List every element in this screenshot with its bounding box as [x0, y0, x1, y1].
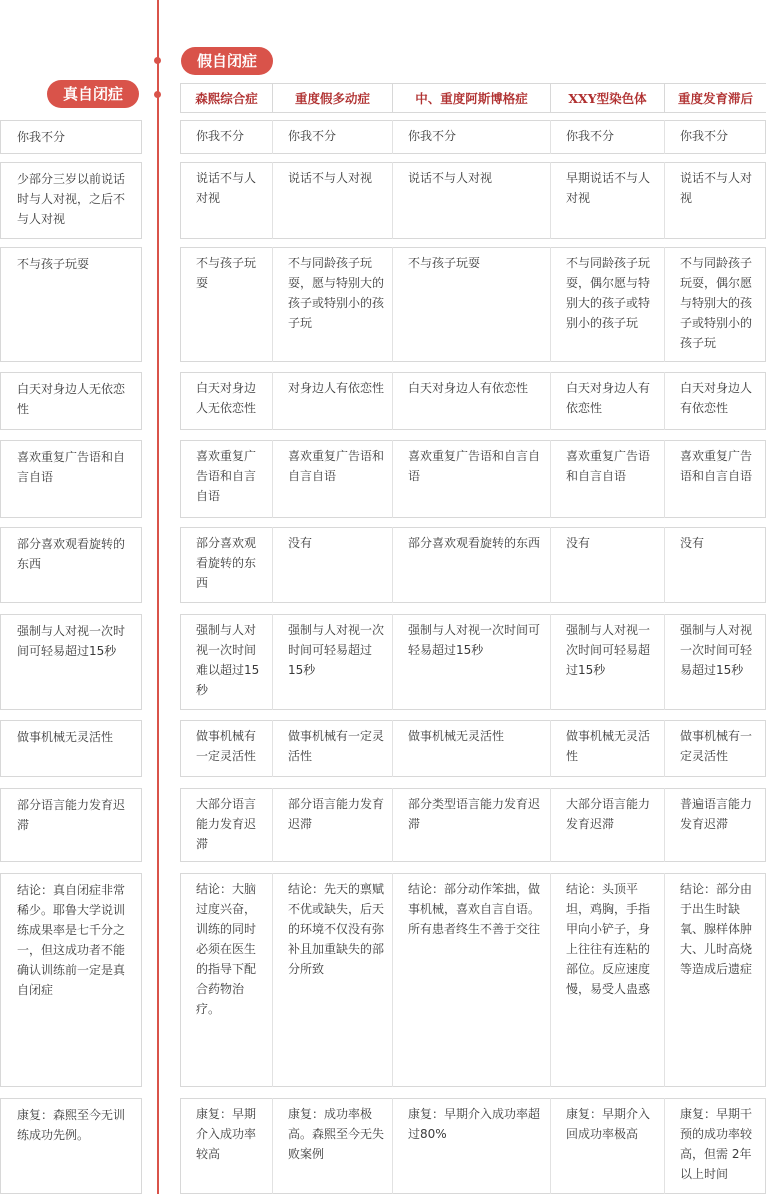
- condition-trait-cell: 大部分语言能力发育迟滞: [566, 797, 651, 831]
- condition-trait-cell: 强制与人对视一次时间难以超过15秒: [196, 623, 260, 697]
- autism-trait-cell: 康复：森熙至今无训练成功先例。: [0, 1098, 142, 1194]
- condition-trait-cell: 结论：头顶平坦，鸡胸，手指甲向小铲子，身上往往有连粘的部位。反应速度慢，易受人蛊惑: [566, 882, 651, 996]
- condition-trait-cell: 部分喜欢观看旋转的东西: [408, 536, 541, 550]
- condition-trait-cell: 康复：成功率极高。森熙至今无失败案例: [288, 1107, 385, 1161]
- condition-trait-cell: 你我不分: [288, 129, 337, 143]
- condition-trait-cell: 你我不分: [680, 129, 729, 143]
- condition-trait-cell: 你我不分: [196, 129, 245, 143]
- column-header: 重度假多动症: [272, 83, 392, 113]
- condition-trait-cell: 做事机械有一定灵活性: [680, 729, 753, 763]
- autism-trait-cell: 部分语言能力发育迟滞: [0, 788, 142, 862]
- condition-trait-cell: 说话不与人对视: [408, 171, 493, 185]
- condition-trait-cell: 结论：部分由于出生时缺氧、腺样体肿大、儿时高烧等造成后遗症: [680, 882, 753, 976]
- right-category-label: 假自闭症: [181, 47, 273, 75]
- condition-trait-cell: 喜欢重复广告语和自言自语: [566, 449, 651, 483]
- column-header: XXY型染色体: [550, 83, 664, 113]
- condition-trait-cell: 说话不与人对视: [196, 171, 257, 205]
- condition-trait-cell: 不与同龄孩子玩耍，偶尔愿与特别大的孩子或特别小的孩子玩: [566, 256, 651, 330]
- condition-trait-cell: 早期说话不与人对视: [566, 171, 651, 205]
- condition-trait-cell: 不与孩子玩耍: [196, 256, 257, 290]
- condition-trait-cell: 结论：部分动作笨拙，做事机械，喜欢自言自语。所有患者终生不善于交往: [408, 882, 541, 936]
- condition-trait-cell: 你我不分: [408, 129, 457, 143]
- condition-trait-cell: 强制与人对视一次时间可轻易超过15秒: [408, 623, 541, 657]
- condition-trait-cell: 不与同龄孩子玩耍，愿与特别大的孩子或特别小的孩子玩: [288, 256, 385, 330]
- column-header: 中、重度阿斯博格症: [392, 83, 550, 113]
- condition-trait-cell: 没有: [680, 536, 705, 550]
- left-category-label: 真自闭症: [47, 80, 139, 108]
- condition-trait-cell: 结论：先天的禀赋不优或缺失，后天的环境不仅没有弥补且加重缺失的部分所致: [288, 882, 385, 976]
- autism-trait-cell: 喜欢重复广告语和自言自语: [0, 440, 142, 518]
- condition-trait-cell: 部分喜欢观看旋转的东西: [196, 536, 257, 590]
- condition-trait-cell: 不与同龄孩子玩耍，偶尔愿与特别大的孩子或特别小的孩子玩: [680, 256, 753, 350]
- condition-trait-cell: 喜欢重复广告语和自言自语: [680, 449, 753, 483]
- condition-trait-cell: 不与孩子玩耍: [408, 256, 481, 270]
- timeline-dot: [154, 57, 161, 64]
- autism-trait-cell: 你我不分: [0, 120, 142, 154]
- condition-trait-cell: 喜欢重复广告语和自言自语: [288, 449, 385, 483]
- autism-trait-cell: 强制与人对视一次时间可轻易超过15秒: [0, 614, 142, 710]
- condition-trait-cell: 部分语言能力发育迟滞: [288, 797, 385, 831]
- condition-trait-cell: 强制与人对视一次时间可轻易超过15秒: [566, 623, 651, 677]
- condition-trait-cell: 喜欢重复广告语和自言自语: [196, 449, 257, 503]
- condition-trait-cell: 结论：大脑过度兴奋，训练的同时必须在医生的指导下配合药物治疗。: [196, 882, 257, 1016]
- condition-trait-cell: 白天对身边人有依恋性: [408, 381, 529, 395]
- condition-trait-cell: 做事机械有一定灵活性: [288, 729, 385, 763]
- timeline-dot: [154, 91, 161, 98]
- condition-trait-cell: 做事机械有一定灵活性: [196, 729, 257, 763]
- autism-trait-cell: 部分喜欢观看旋转的东西: [0, 527, 142, 603]
- condition-trait-cell: 康复：早期介入回成功率极高: [566, 1107, 651, 1141]
- condition-trait-cell: 说话不与人对视: [680, 171, 753, 205]
- condition-trait-cell: 普遍语言能力发育迟滞: [680, 797, 753, 831]
- autism-trait-cell: 不与孩子玩耍: [0, 247, 142, 362]
- condition-trait-cell: 没有: [566, 536, 591, 550]
- condition-trait-cell: 你我不分: [566, 129, 615, 143]
- autism-trait-cell: 少部分三岁以前说话时与人对视，之后不与人对视: [0, 162, 142, 239]
- timeline-line: [157, 0, 159, 1194]
- condition-trait-cell: 强制与人对视一次时间可轻易超过15秒: [680, 623, 753, 677]
- column-header: 森熙综合症: [180, 83, 272, 113]
- condition-trait-cell: 部分类型语言能力发育迟滞: [408, 797, 541, 831]
- condition-trait-cell: 对身边人有依恋性: [288, 381, 385, 395]
- condition-trait-cell: 康复：早期干预的成功率较高，但需 2年以上时间: [680, 1107, 753, 1181]
- condition-trait-cell: 做事机械无灵活性: [566, 729, 651, 763]
- column-header: 重度发育滞后: [664, 83, 766, 113]
- autism-trait-cell: 做事机械无灵活性: [0, 720, 142, 777]
- autism-trait-cell: 白天对身边人无依恋性: [0, 372, 142, 430]
- condition-trait-cell: 康复：早期介入成功率较高: [196, 1107, 257, 1161]
- condition-trait-cell: 没有: [288, 536, 313, 550]
- autism-trait-cell: 结论：真自闭症非常稀少。耶鲁大学说训练成果率是七千分之一，但这成功者不能确认训练前一定是真自闭症: [0, 873, 142, 1087]
- condition-trait-cell: 白天对身边人有依恋性: [566, 381, 651, 415]
- condition-trait-cell: 说话不与人对视: [288, 171, 373, 185]
- condition-trait-cell: 大部分语言能力发育迟滞: [196, 797, 257, 851]
- condition-trait-cell: 做事机械无灵活性: [408, 729, 505, 743]
- condition-trait-cell: 白天对身边人有依恋性: [680, 381, 753, 415]
- condition-trait-cell: 白天对身边人无依恋性: [196, 381, 257, 415]
- condition-trait-cell: 康复：早期介入成功率超过80%: [408, 1107, 541, 1141]
- condition-trait-cell: 喜欢重复广告语和自言自语: [408, 449, 541, 483]
- condition-trait-cell: 强制与人对视一次时间可轻易超过15秒: [288, 623, 385, 677]
